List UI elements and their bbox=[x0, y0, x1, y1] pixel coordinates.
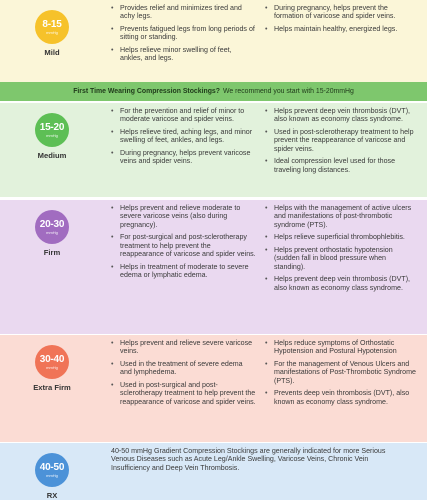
tier-firm-right-list bbox=[256, 204, 418, 334]
tier-firm-unit: mmHg bbox=[46, 229, 58, 235]
tier-extra-firm bbox=[0, 335, 427, 442]
tier-medium-badge bbox=[35, 113, 69, 147]
benefit-item: • During pregnancy, helps prevent the formation of varicose and spider veins. bbox=[265, 4, 418, 21]
tier-mild-side bbox=[0, 0, 104, 82]
tier-firm-left-list bbox=[104, 204, 256, 334]
tier-medium-range: 15-20 bbox=[39, 121, 65, 133]
tier-mild-badge bbox=[35, 10, 69, 44]
benefit-item: • Provides relief and minimizes tired and achy legs. bbox=[111, 4, 256, 21]
benefit-item: • Helps in treatment of moderate to severe edema or lymphatic edema. bbox=[111, 263, 256, 280]
tier-firm-side bbox=[0, 200, 104, 334]
tier-medium bbox=[0, 103, 427, 197]
tier-firm bbox=[0, 200, 427, 334]
benefit-item: • Helps prevent and relieve severe varicose veins. bbox=[111, 339, 256, 356]
tier-mild-label: Mild bbox=[44, 48, 60, 57]
tier-extra-firm-benefits bbox=[104, 335, 427, 442]
benefit-item: • Ideal compression level used for those traveling long distances. bbox=[265, 157, 418, 174]
banner-recommendation: We recommend you start with 15-20mmHg bbox=[222, 88, 354, 95]
benefit-item: • Helps prevent deep vein thrombosis (DVT), also known as economy class syndrome. bbox=[265, 107, 418, 124]
tier-medium-label: Medium bbox=[37, 151, 67, 160]
tier-rx-label: RX bbox=[46, 491, 58, 500]
benefit-item: • Used in post-surgical and post-sclerotherapy treatment to help prevent the reappearance of varicose and spider veins. bbox=[111, 381, 256, 406]
benefit-item: • Helps prevent and relieve moderate to severe varicose veins (also during pregnancy). bbox=[111, 204, 256, 229]
benefit-item: • Helps reduce symptoms of Orthostatic Hypotension and Postural Hypotension bbox=[265, 339, 418, 356]
benefit-item: • Helps maintain healthy, energized legs. bbox=[265, 25, 418, 33]
benefit-item: • Prevents deep vein thrombosis (DVT), also known as economy class syndrome. bbox=[265, 389, 418, 406]
tier-extra-firm-right-list bbox=[256, 339, 418, 442]
tier-extra-firm-left-list bbox=[104, 339, 256, 442]
tier-medium-side bbox=[0, 103, 104, 197]
tier-extra-firm-unit: mmHg bbox=[46, 364, 58, 370]
benefit-item: • For the management of Venous Ulcers and manifestations of Post-Thrombotic Syndrome (PTS). bbox=[265, 360, 418, 385]
tier-firm-benefits bbox=[104, 200, 427, 334]
tier-rx-unit: mmHg bbox=[46, 472, 58, 478]
benefit-item: • For post-surgical and post-sclerotherapy treatment to help prevent the reappearance of varicose and spider veins. bbox=[111, 233, 256, 258]
tier-mild-range: 8-15 bbox=[42, 18, 62, 30]
tier-firm-badge bbox=[35, 210, 69, 244]
tier-firm-label: Firm bbox=[43, 248, 61, 257]
tier-extra-firm-label: Extra Firm bbox=[33, 383, 71, 392]
benefit-item: • Prevents fatigued legs from long periods of sitting or standing. bbox=[111, 25, 256, 42]
tier-rx-badge bbox=[35, 453, 69, 487]
recommendation-banner bbox=[0, 82, 427, 101]
benefit-item: • Used in post-sclerotherapy treatment to help prevent the reappearance of varicose and spider veins. bbox=[265, 128, 418, 153]
tier-rx-description: 40-50 mmHg Gradient Compression Stockings are generally indicated for more Serious Venous Diseases such as Acute Leg/Ankle Swelling, Varicose Veins, Chronic Vein Insufficiency and Deep Vein Thrombosis. bbox=[111, 447, 386, 472]
tier-rx bbox=[0, 443, 427, 500]
tier-mild-right-list bbox=[256, 4, 418, 82]
benefit-item: • Used in the treatment of severe edema and lymphedema. bbox=[111, 360, 256, 377]
tier-medium-left-list bbox=[104, 107, 256, 197]
tier-rx-side bbox=[0, 443, 104, 500]
benefit-item: • Helps prevent deep vein thrombosis (DVT), also known as economy class syndrome. bbox=[265, 275, 418, 292]
tier-extra-firm-range: 30-40 bbox=[39, 353, 65, 365]
tier-medium-unit: mmHg bbox=[46, 132, 58, 138]
benefit-item: • Helps relieve superficial thrombophlebitis. bbox=[265, 233, 418, 241]
benefit-item: • For the prevention and relief of minor to moderate varicose and spider veins. bbox=[111, 107, 256, 124]
banner-question: First Time Wearing Compression Stockings? bbox=[73, 88, 220, 95]
tier-mild-left-list bbox=[104, 4, 256, 82]
benefit-item: • Helps relieve tired, aching legs, and minor swelling of feet, ankles, and legs. bbox=[111, 128, 256, 145]
tier-extra-firm-side bbox=[0, 335, 104, 442]
benefit-item: • Helps with the management of active ulcers and manifestations of post-thrombotic syndrome (PTS). bbox=[265, 204, 418, 229]
tier-rx-range: 40-50 bbox=[39, 461, 65, 473]
benefit-item: • Helps relieve minor swelling of feet, ankles, and legs. bbox=[111, 46, 256, 63]
benefit-item: • Helps prevent orthostatic hypotension (sudden fall in blood pressure when standing). bbox=[265, 246, 418, 271]
tier-mild-benefits bbox=[104, 0, 427, 82]
tier-medium-benefits bbox=[104, 103, 427, 197]
tier-extra-firm-badge bbox=[35, 345, 69, 379]
tier-mild bbox=[0, 0, 427, 82]
tier-mild-unit: mmHg bbox=[46, 29, 58, 35]
tier-medium-right-list bbox=[256, 107, 418, 197]
tier-firm-range: 20-30 bbox=[39, 218, 65, 230]
benefit-item: • During pregnancy, helps prevent varicose veins and spider veins. bbox=[111, 149, 256, 166]
